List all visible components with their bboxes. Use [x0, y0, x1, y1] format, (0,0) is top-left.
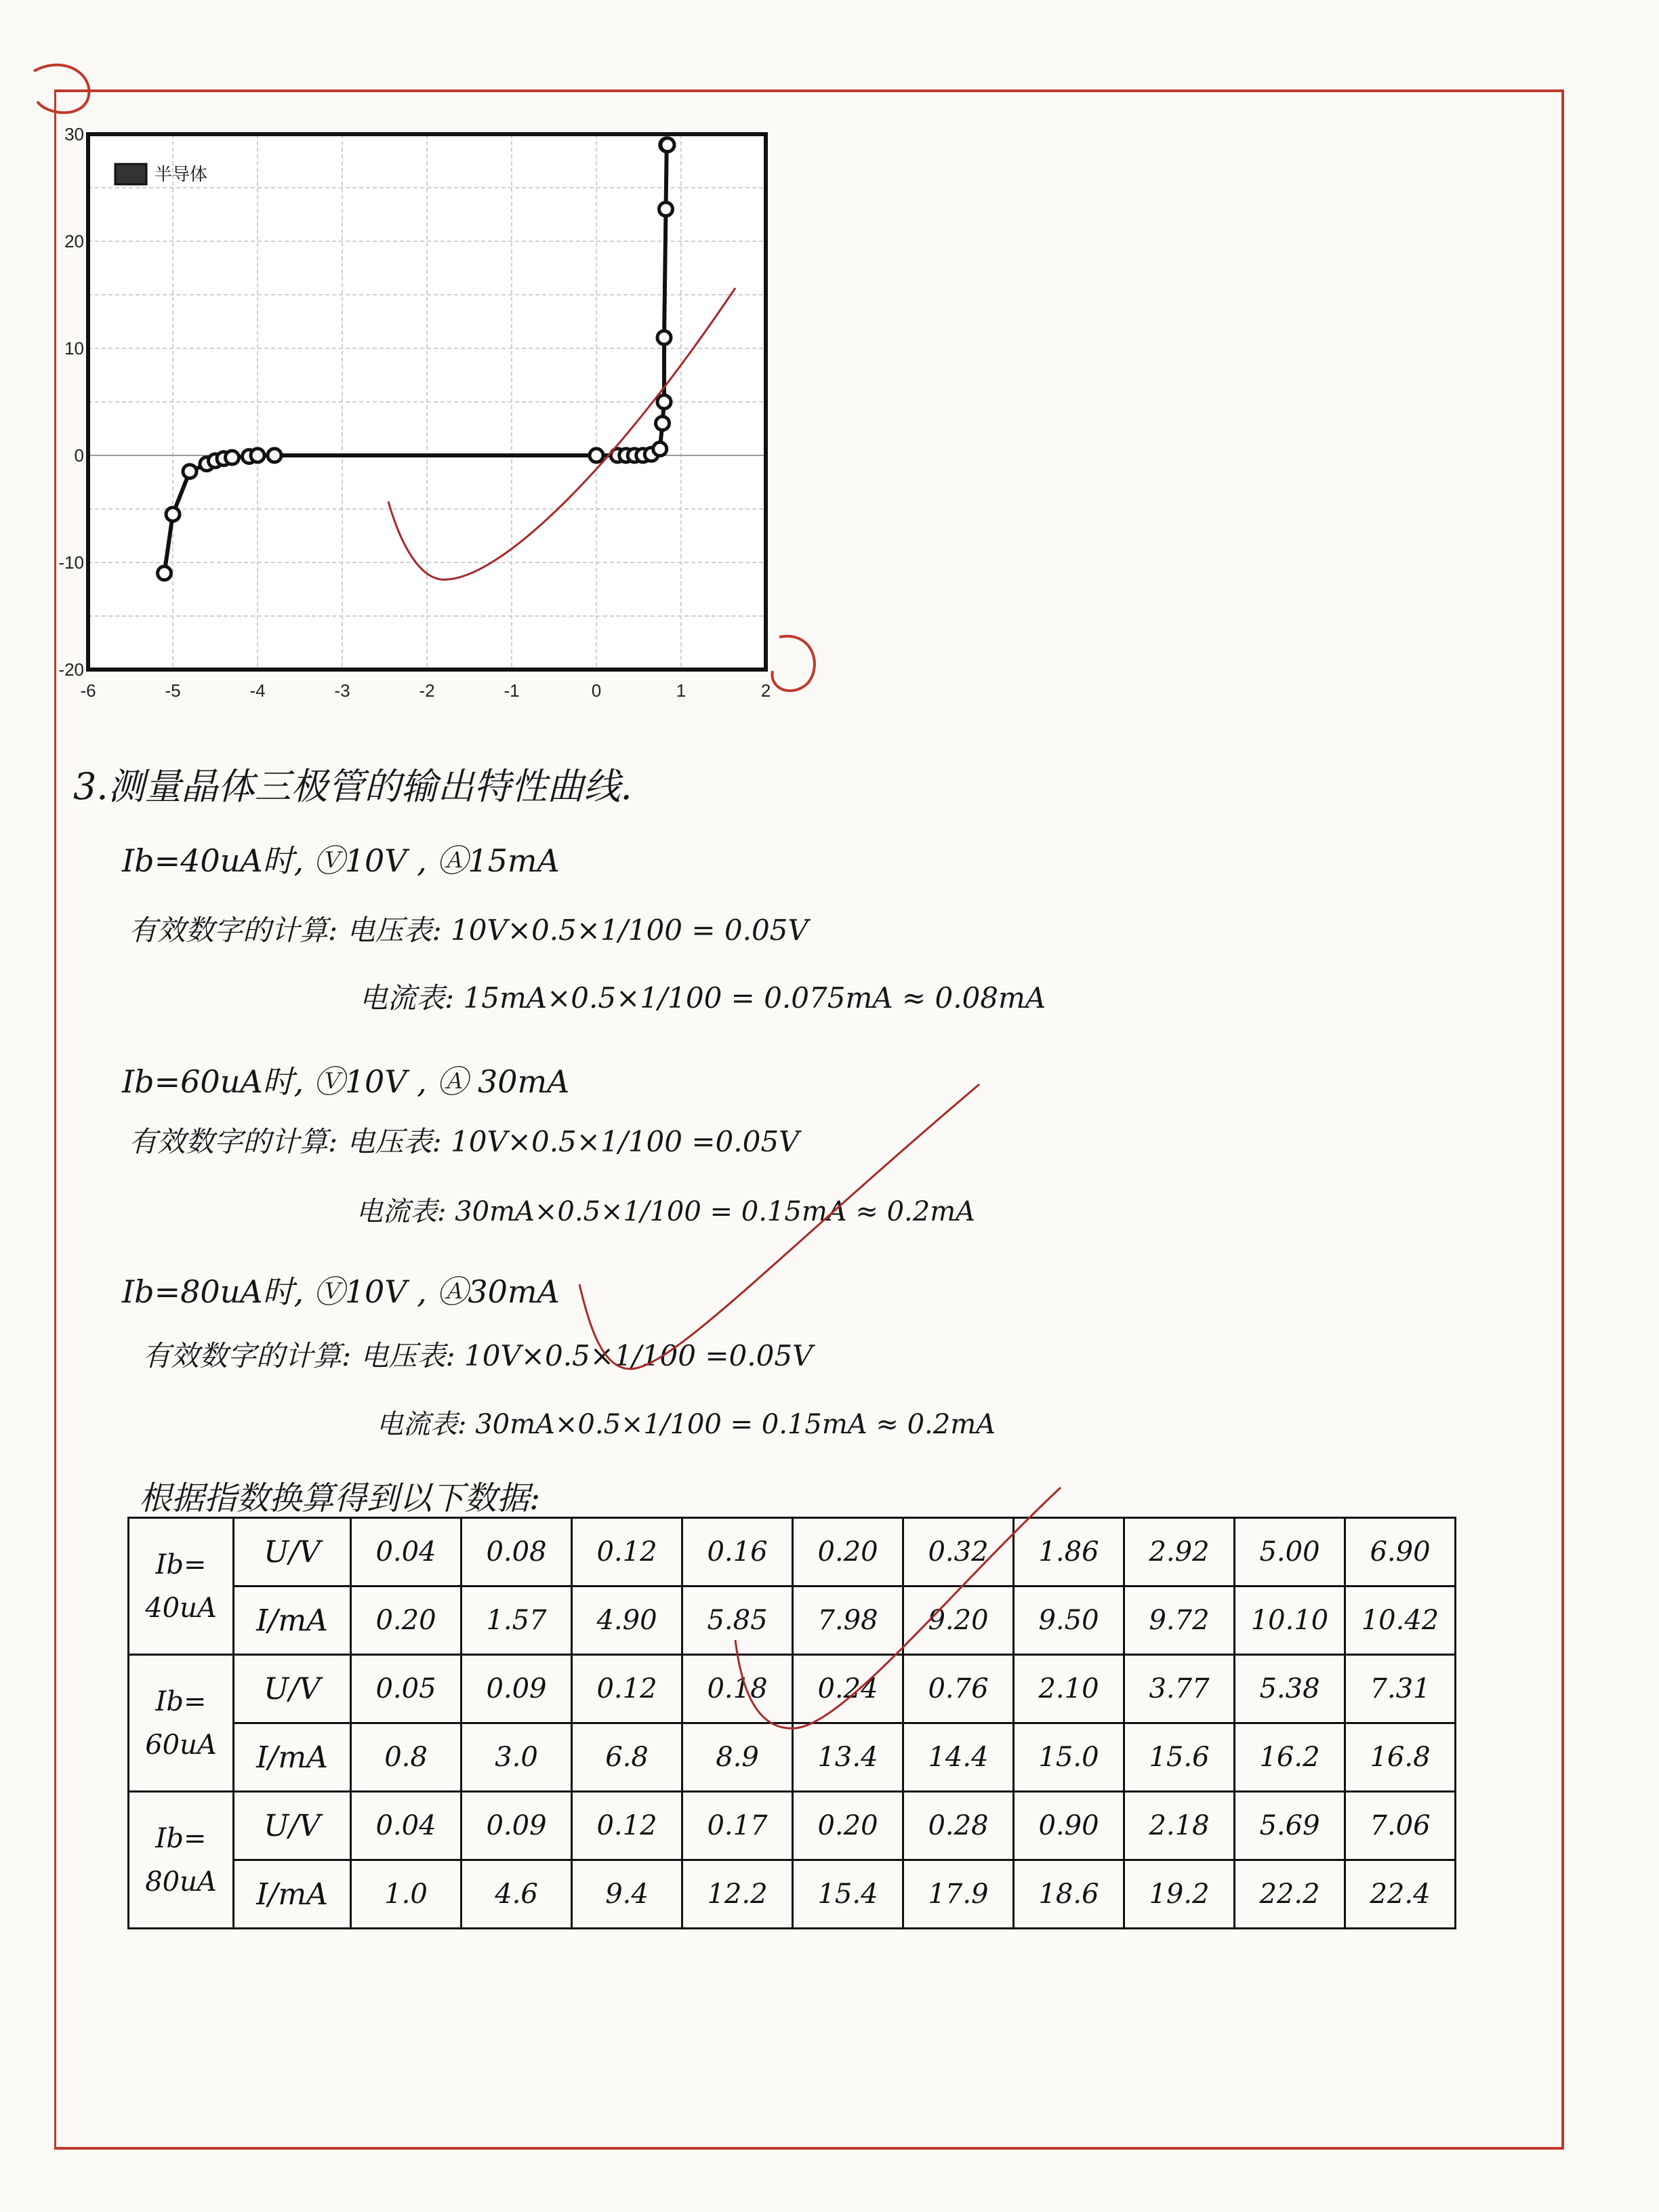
current-cell: 1.57 — [462, 1586, 572, 1655]
current-cell: 3.0 — [462, 1723, 572, 1792]
current-cell: 4.90 — [572, 1586, 682, 1655]
data-point — [657, 395, 671, 409]
current-cell: 10.10 — [1235, 1586, 1345, 1655]
voltage-label: U/V — [234, 1518, 351, 1586]
data-point — [183, 465, 197, 478]
x-tick-label: 0 — [591, 680, 602, 701]
voltage-cell: 0.12 — [572, 1792, 682, 1860]
current-cell: 5.85 — [682, 1586, 793, 1655]
voltage-cell: 0.08 — [462, 1518, 572, 1586]
current-cell: 0.8 — [351, 1723, 462, 1792]
voltage-cell: 0.20 — [793, 1792, 903, 1860]
ib60-line: Ib=60uA时, Ⓥ10V , Ⓐ 30mA — [122, 1063, 570, 1100]
current-cell: 15.6 — [1124, 1723, 1235, 1792]
voltage-label: U/V — [234, 1655, 351, 1723]
current-cell: 10.42 — [1345, 1586, 1456, 1655]
current-cell: 9.20 — [903, 1586, 1014, 1655]
current-cell: 15.0 — [1014, 1723, 1124, 1792]
voltage-cell: 0.16 — [682, 1518, 793, 1586]
data-point — [659, 203, 673, 216]
y-tick-label: -20 — [58, 659, 84, 680]
current-cell: 7.98 — [793, 1586, 903, 1655]
current-label: I/mA — [234, 1586, 351, 1655]
x-tick-label: 2 — [760, 680, 771, 701]
current-cell: 16.2 — [1235, 1723, 1345, 1792]
iv-chart — [47, 122, 834, 718]
current-label: I/mA — [234, 1860, 351, 1929]
voltage-cell: 0.20 — [793, 1518, 903, 1586]
data-point — [657, 331, 671, 344]
current-cell: 18.6 — [1014, 1860, 1124, 1929]
voltage-cell: 0.12 — [572, 1518, 682, 1586]
y-tick-label: 0 — [74, 445, 84, 466]
voltage-cell: 5.69 — [1235, 1792, 1345, 1860]
current-cell: 19.2 — [1124, 1860, 1235, 1929]
voltage-cell: 0.76 — [903, 1655, 1014, 1723]
current-cell: 15.4 — [793, 1860, 903, 1929]
x-tick-label: -3 — [334, 680, 350, 701]
voltage-cell: 5.38 — [1235, 1655, 1345, 1723]
x-tick-label: 1 — [676, 680, 687, 701]
ib40-ammeter-calc: 电流表: 15mA×0.5×1/100 = 0.075mA ≈ 0.08mA — [359, 981, 1046, 1015]
data-point — [158, 567, 171, 580]
data-point — [653, 443, 667, 456]
current-cell: 22.2 — [1235, 1860, 1345, 1929]
voltage-cell: 0.28 — [903, 1792, 1014, 1860]
data-table — [127, 1517, 1456, 1929]
current-cell: 8.9 — [682, 1723, 793, 1792]
current-cell: 9.50 — [1014, 1586, 1124, 1655]
voltage-cell: 3.77 — [1124, 1655, 1235, 1723]
voltage-cell: 0.18 — [682, 1655, 793, 1723]
voltage-cell: 0.12 — [572, 1655, 682, 1723]
voltage-cell: 0.04 — [351, 1518, 462, 1586]
data-point — [268, 449, 281, 462]
ib60-voltmeter-calc: 有效数字的计算: 电压表: 10V×0.5×1/100 =0.05V — [129, 1125, 800, 1158]
current-cell: 16.8 — [1345, 1723, 1456, 1792]
legend-swatch — [115, 164, 146, 184]
data-point — [166, 508, 180, 521]
data-point — [251, 449, 264, 462]
table-row — [129, 1860, 1456, 1929]
data-point — [226, 451, 239, 464]
table-row — [129, 1723, 1456, 1792]
y-tick-label: 30 — [64, 124, 84, 144]
current-cell: 9.4 — [572, 1860, 682, 1929]
voltage-cell: 0.24 — [793, 1655, 903, 1723]
table-row — [129, 1792, 1456, 1860]
table-intro: 根据指数换算得到以下数据: — [139, 1479, 541, 1517]
voltage-label: U/V — [234, 1792, 351, 1860]
x-tick-label: -2 — [419, 680, 435, 701]
legend-label: 半导体 — [155, 165, 208, 185]
x-tick-label: -4 — [249, 680, 266, 701]
current-cell: 1.0 — [351, 1860, 462, 1929]
ib40-line: Ib=40uA时, Ⓥ10V , Ⓐ15mA — [122, 842, 560, 879]
current-cell: 6.8 — [572, 1723, 682, 1792]
data-point — [656, 417, 670, 430]
ib60-ammeter-calc: 电流表: 30mA×0.5×1/100 = 0.15mA ≈ 0.2mA — [356, 1196, 976, 1227]
group-label: Ib= 40uA — [129, 1518, 234, 1655]
table-row — [129, 1655, 1456, 1723]
voltage-cell: 2.18 — [1124, 1792, 1235, 1860]
ib80-voltmeter-calc: 有效数字的计算: 电压表: 10V×0.5×1/100 =0.05V — [142, 1339, 813, 1372]
voltage-cell: 0.90 — [1014, 1792, 1124, 1860]
current-cell: 0.20 — [351, 1586, 462, 1655]
current-cell: 12.2 — [682, 1860, 793, 1929]
group-label: Ib= 60uA — [129, 1655, 234, 1792]
y-tick-label: 20 — [64, 231, 84, 251]
voltage-cell: 0.32 — [903, 1518, 1014, 1586]
current-cell: 17.9 — [903, 1860, 1014, 1929]
voltage-cell: 0.04 — [351, 1792, 462, 1860]
voltage-cell: 1.86 — [1014, 1518, 1124, 1586]
voltage-cell: 6.90 — [1345, 1518, 1456, 1586]
ib80-line: Ib=80uA时, Ⓥ10V , Ⓐ30mA — [122, 1273, 560, 1310]
section-title: 3.测量晶体三极管的输出特性曲线. — [73, 765, 632, 808]
voltage-cell: 7.31 — [1345, 1655, 1456, 1723]
current-cell: 4.6 — [462, 1860, 572, 1929]
current-cell: 13.4 — [793, 1723, 903, 1792]
voltage-cell: 0.09 — [462, 1792, 572, 1860]
table-row — [129, 1586, 1456, 1655]
data-point — [590, 449, 603, 462]
voltage-cell: 5.00 — [1235, 1518, 1345, 1586]
table-row — [129, 1518, 1456, 1586]
voltage-cell: 0.17 — [682, 1792, 793, 1860]
group-label: Ib= 80uA — [129, 1792, 234, 1929]
voltage-cell: 2.10 — [1014, 1655, 1124, 1723]
voltage-cell: 0.09 — [462, 1655, 572, 1723]
y-tick-label: 10 — [64, 338, 84, 359]
ib40-voltmeter-calc: 有效数字的计算: 电压表: 10V×0.5×1/100 = 0.05V — [129, 914, 808, 947]
x-tick-label: -6 — [80, 680, 96, 701]
x-tick-label: -1 — [504, 680, 520, 701]
current-cell: 22.4 — [1345, 1860, 1456, 1929]
data-point — [661, 138, 674, 152]
ib80-ammeter-calc: 电流表: 30mA×0.5×1/100 = 0.15mA ≈ 0.2mA — [376, 1409, 996, 1440]
voltage-cell: 7.06 — [1345, 1792, 1456, 1860]
current-cell: 9.72 — [1124, 1586, 1235, 1655]
current-label: I/mA — [234, 1723, 351, 1792]
current-cell: 14.4 — [903, 1723, 1014, 1792]
voltage-cell: 0.05 — [351, 1655, 462, 1723]
x-tick-label: -5 — [165, 680, 181, 701]
voltage-cell: 2.92 — [1124, 1518, 1235, 1586]
y-tick-label: -10 — [58, 552, 84, 573]
